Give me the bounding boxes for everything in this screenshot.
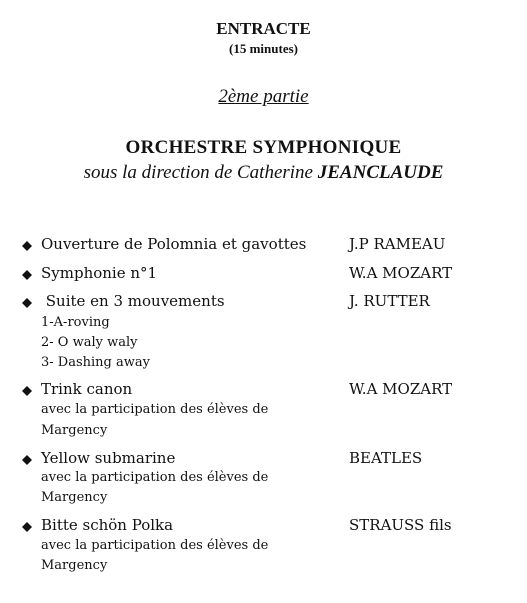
piece-composer: BEATLES bbox=[349, 449, 423, 467]
piece-title: Bitte schön Polka bbox=[41, 516, 174, 534]
part-heading: 2ème partie bbox=[218, 86, 309, 107]
piece-composer: STRAUSS fils bbox=[349, 516, 452, 534]
intermission-title: ENTRACTE bbox=[216, 19, 311, 38]
piece-detail: 1-A-roving bbox=[41, 315, 110, 330]
diamond-bullet-icon bbox=[22, 386, 32, 396]
piece-detail: avec la participation des élèves de bbox=[41, 470, 269, 485]
piece-title: Suite en 3 mouvements bbox=[41, 292, 225, 310]
piece-title: Symphonie n°1 bbox=[41, 264, 158, 282]
diamond-bullet-icon bbox=[22, 241, 32, 251]
diamond-bullet-icon bbox=[22, 298, 32, 308]
piece-detail: 2- O waly waly bbox=[41, 335, 138, 350]
piece-detail: Margency bbox=[41, 490, 108, 505]
piece-detail: Margency bbox=[41, 558, 108, 573]
diamond-bullet-icon bbox=[22, 270, 32, 280]
ensemble-name: ORCHESTRE SYMPHONIQUE bbox=[125, 137, 402, 158]
direction-prefix: sous la direction de Catherine bbox=[83, 162, 318, 183]
piece-composer: W.A MOZART bbox=[349, 264, 453, 282]
intermission-duration: (15 minutes) bbox=[229, 41, 298, 56]
diamond-bullet-icon bbox=[22, 455, 32, 465]
piece-detail: Margency bbox=[41, 423, 108, 438]
conductor-name: JEANCLAUDE bbox=[317, 162, 444, 183]
piece-detail: avec la participation des élèves de bbox=[41, 402, 269, 417]
piece-detail: avec la participation des élèves de bbox=[41, 538, 269, 553]
piece-title: Trink canon bbox=[41, 380, 133, 398]
piece-title: Yellow submarine bbox=[41, 449, 176, 467]
piece-composer: J. RUTTER bbox=[349, 292, 430, 310]
piece-composer: J.P RAMEAU bbox=[349, 235, 446, 253]
piece-detail: 3- Dashing away bbox=[41, 355, 150, 370]
ensemble-direction bbox=[0, 162, 527, 184]
piece-composer: W.A MOZART bbox=[349, 380, 453, 398]
diamond-bullet-icon bbox=[22, 522, 32, 532]
piece-title: Ouverture de Polomnia et gavottes bbox=[41, 235, 307, 253]
